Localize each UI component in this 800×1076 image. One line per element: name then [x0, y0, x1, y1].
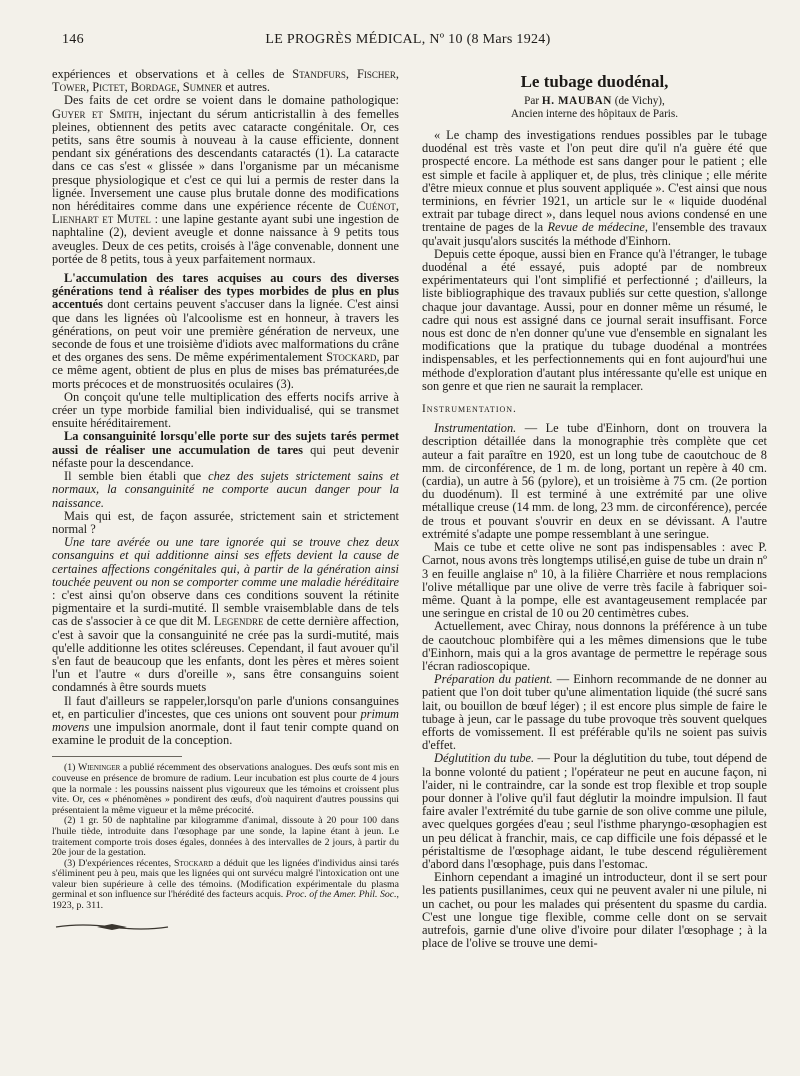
paragraph: Déglutition du tube. — Pour la déglutition du tube, tout dépend de la bonne volonté du patient ; l'opérateur ne peut en aucune façon, ni l'aider, ni le contraindre, car la sonde est trop flexible et trop souple pour donner à l'olive qu'il faut déglutir la moindre impulsion. Il faut faire avaler l'extrémité du tube garnie de son olive comme une pilule, avec quelques gorgées d'eau ; seul l'isthme pharyngo-œsophagien est un peu délicat à franchir, mais, ce cap difficile une fois dépassé et le péristaltisme de l'œsophage aidant, le tube descend régulièrement d'abord dans l'œsophage, puis dans l'estomac.	[422, 751, 767, 871]
right-column	[422, 68, 767, 950]
paragraph: Actuellement, avec Chiray, nous donnons la préférence à un tube de caoutchouc plombifère qui a les mêmes dimensions que le tube d'Einhorn, mais qui a la gros avantage de permettre le repérage sous l'écran radioscopique.	[422, 619, 767, 673]
paragraph: On conçoit qu'une telle multiplication des efferts nocifs arrive à créer un type morbide familial bien individualisé, qui se transmet ensuite héréditairement.	[52, 389, 399, 431]
running-title: LE PROGRÈS MÉDICAL, Nº 10 (8 Mars 1924)	[265, 32, 551, 47]
paragraph: L'accumulation des tares acquises au cours des diverses générations tend à réaliser des types morbides de plus en plus accentués dont certains peuvent s'accuser dans la lignée. C'est ainsi que dans les lignées où l'alcoolisme est en honneur, à travers les générations, on peut voir une première génération de nerveux, une seconde de fous et une troisième d'idiots avec malformations du crâne et des organes des sens. De même expérimentalement Stockard, par ce même agent, obtient de plus en plus de mises bas prématurées,de morts précoces et de monstruosités oculaires (3).	[52, 271, 399, 391]
section-heading: Instrumentation.	[422, 403, 517, 416]
byline: Par H. MAUBAN (de Vichy),	[524, 95, 665, 107]
left-column	[52, 68, 399, 935]
footnotes	[52, 763, 399, 911]
paragraph: expériences et observations et à celles de Standfurs, Fischer, Tower, Pictet, Bordage, Sumner et autres.	[52, 67, 399, 95]
paragraph: Einhorn cependant a imaginé un introducteur, dont il se sert pour les patients pusillanimes, ceux qui ne peuvent avaler ni une pilule, ni un cachet, ou pour les malades qui présentent du spasme du cardia. C'est une longue tige flexible, comme celle dont on se servait autrefois, garnie d'une olive d'ivoire pour dilater l'œsophage ; à la place de l'olive se trouve une demi-	[422, 870, 767, 951]
paragraph: Il faut d'ailleurs se rappeler,lorsqu'on parle d'unions consanguines et, en particulier d'incestes, que ces unions ont souvent pour primum movens une impulsion anormale, dont il faut tenir compte quand on examine le produit de la conception.	[52, 693, 399, 748]
article-title: Le tubage duodénal,	[520, 72, 669, 91]
page-number: 146	[62, 32, 84, 47]
paragraph: Mais ce tube et cette olive ne sont pas indispensables : avec P. Carnot, nous avons très longtemps utilisé,en guise de tube un drain nº 3 en feuille anglaise nº 10, à la filière Charrière et nous remplacions l'olive métallique par une olive de verre très facile à fabriquer soi-même. Quant à la pompe, elle est avantageusement remplacée par une seringue en cristal de 10 ou 20 centimètres cubes.	[422, 540, 767, 621]
paragraph: Depuis cette époque, aussi bien en France qu'à l'étranger, le tubage duodénal a été essayé, puis adopté par de nombreux expérimentateurs qui l'ont simplifié et perfectionné ; d'ailleurs, la liste bibliographique des travaux publiés sur cette question, s'allonge chaque jour davantage. Aussi, pour en donner même un résumé, le cadre qui nous est assigné dans ce journal serait insuffisant. Force nous est donc de n'en donner qu'une vue d'ensemble en signalant les modifications que la pratique du tubage duodénal a montrées indispensables, et les perfectionnements qui en font aujourd'hui une méthode d'exploration d'autant plus intéressante qu'elle est unique en son genre et que rien ne saurait la remplacer.	[422, 246, 767, 393]
paragraph: Instrumentation. — Le tube d'Einhorn, dont on trouvera la description détaillée dans la monographie très complète que cet auteur a fait paraître en 1920, est un long tube de caoutchouc de 8 mm. de circonférence, de 1 m. de long, portant un repère à 40 cm. (cardia), un autre à 56 (pylore), et un troisième à 75 cm. (2e portion du duodénum). Il est terminé à une extrémité par une olive métallique creuse (14 mm. de long, 23 mm. de circonférence), percée de trous et pouvant s'ouvrir en deux en se dévissant. A l'autre extrémité s'adapte une pompe ressemblant à une seringue.	[422, 421, 767, 541]
footnote-1: (1) Wieninger a publié récemment des observations analogues. Des œufs sont mis en couveuse en présence de bromure de radium. Leur incubation est plus courte de 4 jours que la normale : les poussins naissent plus vigoureux que les témoins et croissent plus vite. Or, ces « phénomènes » pondirent des œufs, d'où naquirent d'autres poussins qui présentaient la même vigueur et la même précocité.	[52, 762, 399, 816]
affiliation: Ancien interne des hôpitaux de Paris.	[510, 108, 679, 120]
footnote-2: (2) 1 gr. 50 de naphtaline par kilogramme d'animal, dissoute à 20 pour 100 dans l'huile tiède, introduite dans l'œsophage par une sonde, la lapine étant à jeun. Le traitement comporte trois doses égales, données à des intervalles de 2 jours, à partir du 20e jour de la gestation.	[52, 815, 399, 859]
paragraph: Il semble bien établi que chez des sujets strictement sains et normaux, la consanguinité ne comporte aucun danger pour la naissance.	[52, 469, 399, 510]
paragraph: Des faits de cet ordre se voient dans le domaine pathologique: Guyer et Smith, injectant du sérum anticristallin à des femelles pleines, obtiennent des petits avec cataracte congénitale. Or, ces petits, sans être soumis à nouveau à la cause efficiente, donnent pendant six générations des descendants cataractés (1). La cataracte dans ce cas s'est « glissée » dans l'organisme par un mécanisme presque physiologique et c'est ce qui lui a permis de rester dans la lignée. Inversement une cause plus brutale donne des modifications non héréditaires comme dans une expérience récente de Cuénot, Lienhart et Mutel : une lapine gestante ayant subi une ingestion de naphtaline (2), devient aveugle et donne naissance à 9 petits tous aveugles. Deux de ces petits, croisés à l'âge convenable, donnent une portée de 8 petits, tous à yeux parfaitement normaux.	[52, 93, 399, 266]
paragraph: La consanguinité lorsqu'elle porte sur des sujets tarés permet aussi de réaliser une accumulation de tares qui peut devenir néfaste pour la descendance.	[52, 429, 399, 470]
running-header	[52, 30, 764, 52]
paragraph: « Le champ des investigations rendues possibles par le tubage duodénal est très vaste et l'on peut dire qu'il n'a guère été que prospecté encore. La méthode est sans danger pour le patient ; elle est simple et facile à appliquer et, de plus, très clinique ; elle mérite d'être mieux connue et plus souvent appliquée ». C'est ainsi que nous terminions, en février 1921, un article sur le « liquide duodénal extrait par tubage direct », dans lequel nous avions condensé en une trentaine de pages de la Revue de médecine, l'ensemble des travaux qu'avait jusqu'alors suscités la méthode d'Einhorn.	[422, 128, 768, 248]
paragraph: Mais qui est, de façon assurée, strictement sain et strictement normal ?	[52, 508, 399, 536]
paragraph: Préparation du patient. — Einhorn recommande de ne donner au patient que l'on doit tuber qu'une alimentation liquide (thé sucré sans lait, ou bouillon de bœuf léger) ; il est encore plus simple de faire le tubage à jeun, car le passage du tube provoque très souvent quelques efforts de vomissement. Il est préférable qu'ils ne soient pas suivis d'effet.	[422, 672, 767, 753]
footnote-3: (3) D'expériences récentes, Stockard a déduit que les lignées d'individus ainsi tarés s'éliminent peu à peu, mais que les lignées qui ont survécu malgré l'intoxication ont une valeur bien supérieure à celle des témoins. (Modification expérimentale du plasma germinal et son influence sur l'hérédité des facteurs acquis. Proc. of the Amer. Phil. Soc., 1923, p. 311.	[52, 857, 399, 912]
paragraph: Une tare avérée ou une tare ignorée qui se trouve chez deux consanguins et qui additionne ainsi ses effets devient la cause de certaines affections congénitales qui, à partir de la génération ainsi touchée peuvent ou non se comporter comme une maladie héréditaire : c'est ainsi qu'on observe dans ces conditions souvent la rétinite pigmentaire et la surdi-mutité. Il semble vraisemblable dans de tels cas de s'associer à ce que dit M. Legendre de cette dernière affection, c'est à savoir que la consanguinité ne crée pas la surdi-mutité, mais qu'elle additionne les otites scléreuses. Cependant, il faut avouer qu'il s'en faut de beaucoup que les enfants, dont les pères et mères soient l'un et l'autre « durs d'oreille », sans être consanguins soient condamnés à être sourds muets	[52, 535, 399, 695]
ornament-divider	[52, 922, 172, 932]
